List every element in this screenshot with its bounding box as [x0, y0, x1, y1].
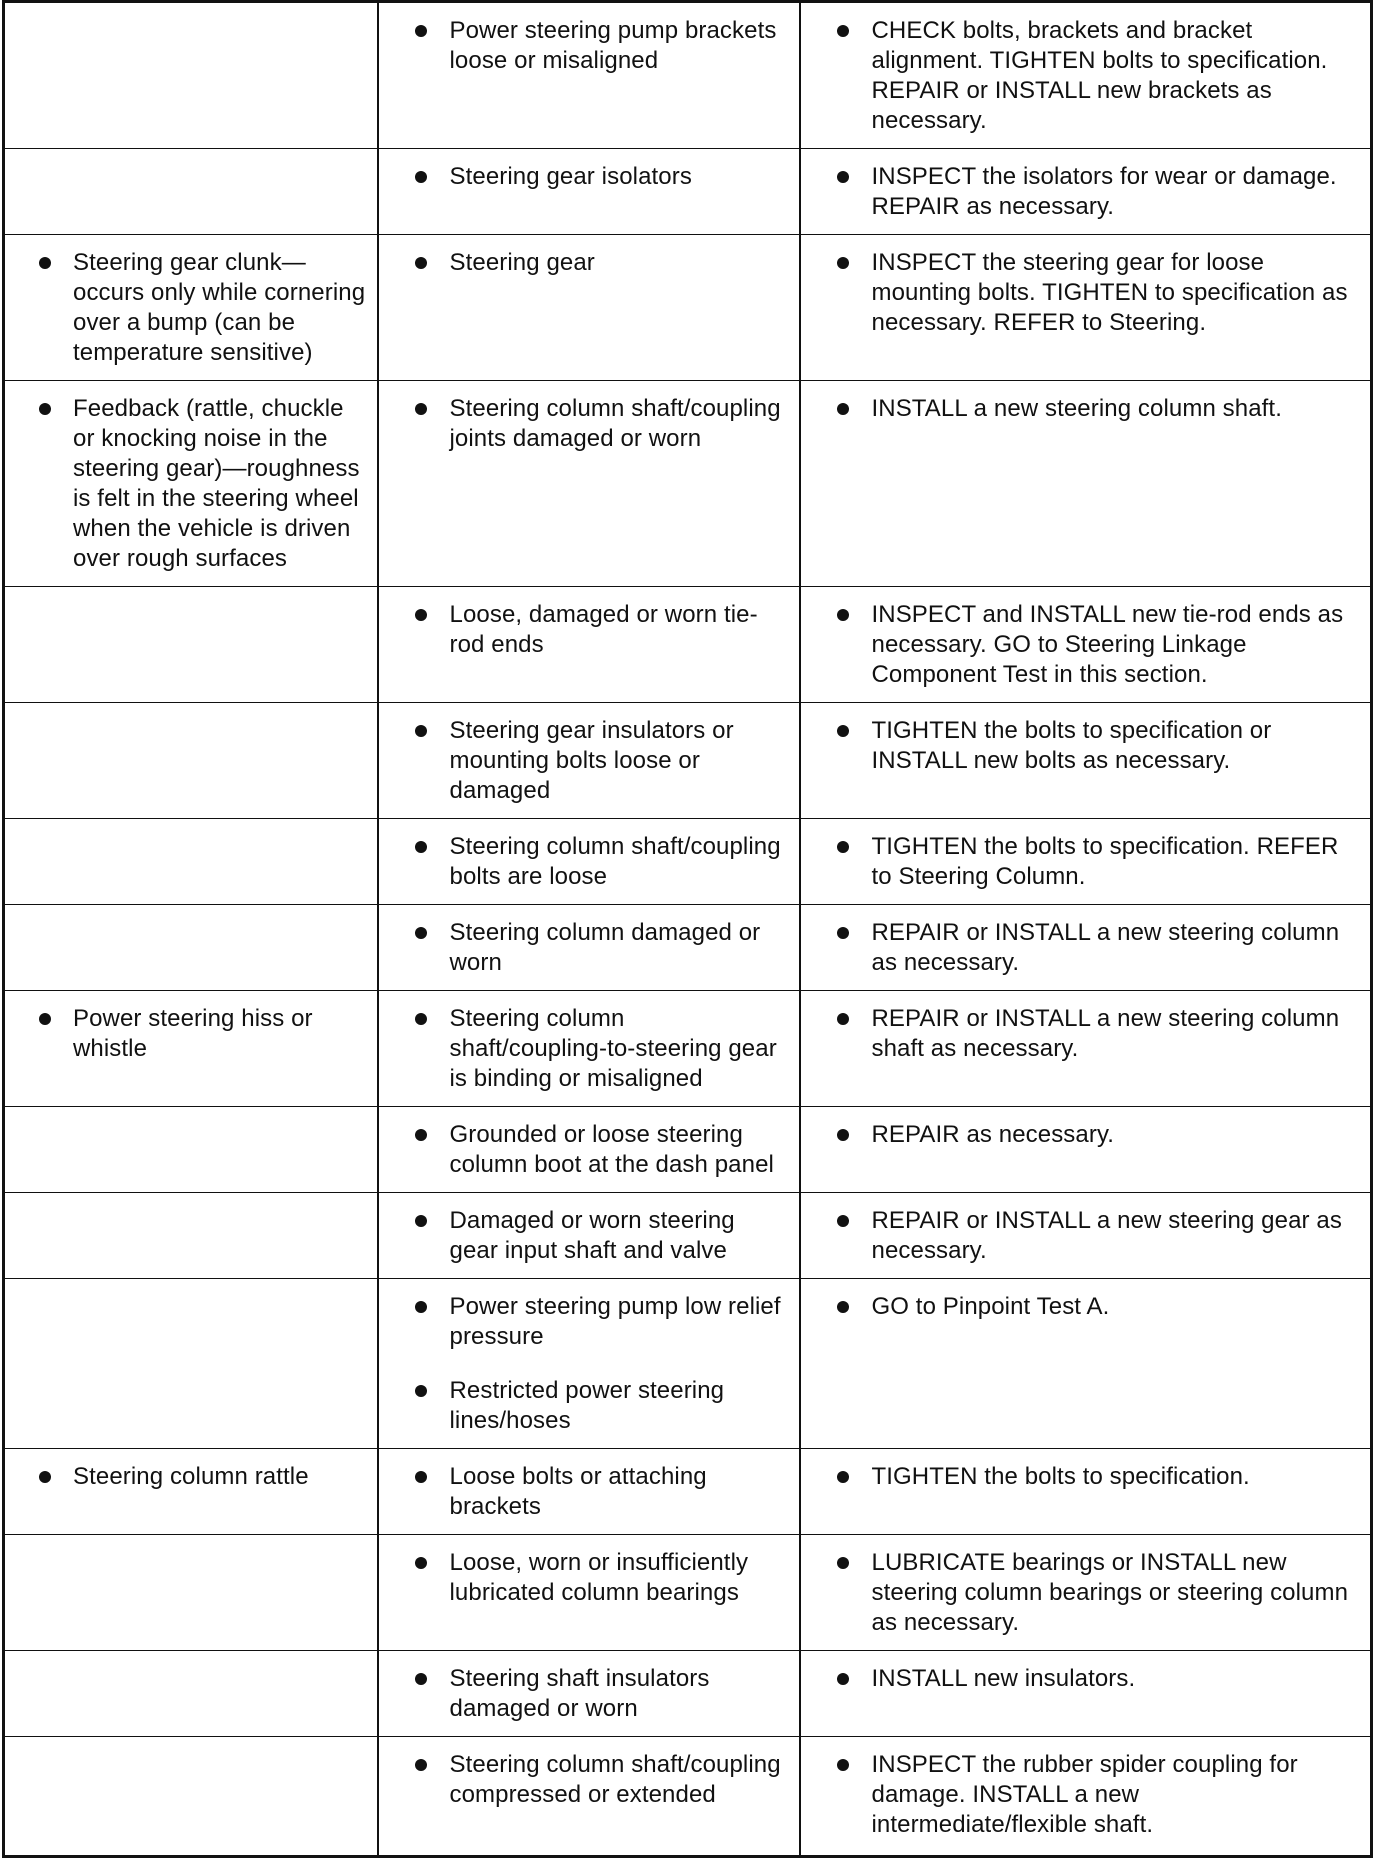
bullet-text: Steering gear clunk—occurs only while cornering over a bump (can be temperature sensitive)	[73, 249, 366, 366]
bullet-icon	[837, 257, 849, 269]
symptom-chart-table	[2, 0, 1373, 1858]
possible-source-cell	[378, 703, 800, 819]
bullet-text: CHECK bolts, brackets and bracket alignment. TIGHTEN bolts to specification. REPAIR or INSTALL new brackets as necessary.	[871, 17, 1328, 134]
bullet-item	[389, 1664, 789, 1724]
bullet-item	[811, 1462, 1361, 1492]
bullet-item	[389, 832, 789, 892]
bullet-text: REPAIR or INSTALL a new steering column shaft as necessary.	[871, 1005, 1340, 1062]
bullet-icon	[415, 1129, 427, 1141]
bullet-icon	[837, 1129, 849, 1141]
bullet-text: REPAIR or INSTALL a new steering column as necessary.	[871, 919, 1340, 976]
bullet-icon	[415, 257, 427, 269]
bullet-item	[389, 1292, 789, 1352]
bullet-text: Feedback (rattle, chuckle or knocking noise in the steering gear)—roughness is felt in the steering wheel when the vehicle is driven over rough surfaces	[73, 395, 360, 572]
table-row	[4, 1279, 1372, 1449]
bullet-text: Restricted power steering lines/hoses	[449, 1377, 725, 1434]
symptom-chart-body	[4, 2, 1372, 1857]
action-cell	[800, 1107, 1372, 1193]
table-row	[4, 1535, 1372, 1651]
bullet-item	[389, 16, 789, 76]
bullet-text: Loose, worn or insufficiently lubricated column bearings	[449, 1549, 749, 1606]
bullet-icon	[415, 1385, 427, 1397]
bullet-item	[389, 1376, 789, 1436]
condition-cell	[4, 1193, 378, 1279]
bullet-item	[389, 1120, 789, 1180]
bullet-item	[811, 1206, 1361, 1266]
bullet-item	[811, 918, 1361, 978]
table-row	[4, 1107, 1372, 1193]
bullet-item	[15, 1004, 367, 1064]
action-cell	[800, 1651, 1372, 1737]
bullet-text: LUBRICATE bearings or INSTALL new steering column bearings or steering column as necessary.	[871, 1549, 1349, 1636]
bullet-text: Damaged or worn steering gear input shaft and valve	[449, 1207, 735, 1264]
bullet-text: Power steering pump low relief pressure	[449, 1293, 781, 1350]
bullet-item	[389, 600, 789, 660]
bullet-icon	[837, 1759, 849, 1771]
bullet-text: INSPECT the isolators for wear or damage. REPAIR as necessary.	[871, 163, 1337, 220]
bullet-item	[15, 394, 367, 574]
action-cell	[800, 381, 1372, 587]
bullet-icon	[837, 171, 849, 183]
table-row	[4, 905, 1372, 991]
bullet-icon	[837, 1013, 849, 1025]
possible-source-cell	[378, 1107, 800, 1193]
bullet-item	[811, 1120, 1361, 1150]
condition-cell	[4, 1737, 378, 1857]
bullet-icon	[39, 403, 51, 415]
bullet-item	[811, 394, 1361, 424]
bullet-item	[811, 1548, 1361, 1638]
bullet-text: GO to Pinpoint Test A.	[871, 1293, 1110, 1320]
possible-source-cell	[378, 587, 800, 703]
bullet-item	[389, 1750, 789, 1810]
table-row	[4, 587, 1372, 703]
condition-cell	[4, 381, 378, 587]
bullet-text: Steering shaft insulators damaged or worn	[449, 1665, 710, 1722]
bullet-text: REPAIR as necessary.	[871, 1121, 1115, 1148]
bullet-text: INSPECT the steering gear for loose mounting bolts. TIGHTEN to specification as necessary. REFER to Steering.	[871, 249, 1348, 336]
bullet-item	[389, 1548, 789, 1608]
condition-cell	[4, 819, 378, 905]
bullet-icon	[39, 257, 51, 269]
bullet-item	[811, 600, 1361, 690]
action-cell	[800, 2, 1372, 149]
bullet-text: Power steering hiss or whistle	[73, 1005, 313, 1062]
bullet-text: INSPECT the rubber spider coupling for damage. INSTALL a new intermediate/flexible shaft.	[871, 1751, 1298, 1838]
possible-source-cell	[378, 905, 800, 991]
possible-source-cell	[378, 819, 800, 905]
action-cell	[800, 1737, 1372, 1857]
bullet-text: Steering column shaft/coupling joints damaged or worn	[449, 395, 781, 452]
table-row	[4, 2, 1372, 149]
bullet-icon	[415, 1759, 427, 1771]
condition-cell	[4, 587, 378, 703]
table-row	[4, 819, 1372, 905]
possible-source-cell	[378, 235, 800, 381]
possible-source-cell	[378, 1279, 800, 1449]
bullet-icon	[39, 1013, 51, 1025]
bullet-text: INSTALL new insulators.	[871, 1665, 1136, 1692]
action-cell	[800, 905, 1372, 991]
bullet-icon	[837, 1301, 849, 1313]
possible-source-cell	[378, 2, 800, 149]
bullet-text: Steering gear isolators	[449, 163, 692, 190]
condition-cell	[4, 235, 378, 381]
bullet-text: Loose, damaged or worn tie-rod ends	[449, 601, 758, 658]
bullet-item	[811, 832, 1361, 892]
action-cell	[800, 703, 1372, 819]
condition-cell	[4, 1535, 378, 1651]
table-row	[4, 149, 1372, 235]
condition-cell	[4, 1107, 378, 1193]
possible-source-cell	[378, 991, 800, 1107]
action-cell	[800, 149, 1372, 235]
bullet-text: INSTALL a new steering column shaft.	[871, 395, 1282, 422]
bullet-item	[811, 248, 1361, 338]
possible-source-cell	[378, 1193, 800, 1279]
bullet-text: Steering column shaft/coupling-to-steering gear is binding or misaligned	[449, 1005, 777, 1092]
bullet-item	[389, 918, 789, 978]
bullet-text: Steering column shaft/coupling compressed or extended	[449, 1751, 781, 1808]
table-row	[4, 1449, 1372, 1535]
action-cell	[800, 1535, 1372, 1651]
condition-cell	[4, 703, 378, 819]
action-cell	[800, 1449, 1372, 1535]
table-row	[4, 1651, 1372, 1737]
bullet-text: Steering column damaged or worn	[449, 919, 761, 976]
bullet-icon	[39, 1471, 51, 1483]
bullet-item	[389, 1206, 789, 1266]
bullet-text: Loose bolts or attaching brackets	[449, 1463, 707, 1520]
action-cell	[800, 587, 1372, 703]
bullet-item	[389, 394, 789, 454]
bullet-item	[15, 1462, 367, 1492]
bullet-icon	[415, 1215, 427, 1227]
possible-source-cell	[378, 1737, 800, 1857]
bullet-icon	[837, 1215, 849, 1227]
bullet-icon	[415, 1471, 427, 1483]
bullet-text: Steering column rattle	[73, 1463, 309, 1490]
condition-cell	[4, 2, 378, 149]
bullet-item	[389, 1004, 789, 1094]
bullet-icon	[415, 171, 427, 183]
bullet-item	[389, 162, 789, 192]
possible-source-cell	[378, 1449, 800, 1535]
bullet-icon	[415, 1301, 427, 1313]
bullet-icon	[837, 403, 849, 415]
table-row	[4, 703, 1372, 819]
bullet-item	[389, 1462, 789, 1522]
action-cell	[800, 819, 1372, 905]
bullet-text: Grounded or loose steering column boot at the dash panel	[449, 1121, 774, 1178]
bullet-icon	[837, 1557, 849, 1569]
bullet-text: Steering gear insulators or mounting bolts loose or damaged	[449, 717, 734, 804]
condition-cell	[4, 1279, 378, 1449]
bullet-text: Steering column shaft/coupling bolts are loose	[449, 833, 781, 890]
bullet-icon	[837, 609, 849, 621]
condition-cell	[4, 1651, 378, 1737]
bullet-icon	[837, 841, 849, 853]
condition-cell	[4, 905, 378, 991]
bullet-item	[811, 162, 1361, 222]
bullet-icon	[415, 1673, 427, 1685]
bullet-text: Power steering pump brackets loose or misaligned	[449, 17, 777, 74]
bullet-text: INSPECT and INSTALL new tie-rod ends as necessary. GO to Steering Linkage Component Test in this section.	[871, 601, 1344, 688]
bullet-text: Steering gear	[449, 249, 595, 276]
action-cell	[800, 235, 1372, 381]
possible-source-cell	[378, 381, 800, 587]
action-cell	[800, 991, 1372, 1107]
bullet-icon	[837, 1471, 849, 1483]
bullet-icon	[415, 725, 427, 737]
bullet-item	[811, 1004, 1361, 1064]
possible-source-cell	[378, 1651, 800, 1737]
bullet-icon	[415, 841, 427, 853]
bullet-icon	[415, 1013, 427, 1025]
bullet-icon	[837, 725, 849, 737]
table-row	[4, 381, 1372, 587]
bullet-item	[811, 16, 1361, 136]
action-cell	[800, 1279, 1372, 1449]
bullet-icon	[837, 927, 849, 939]
bullet-text: REPAIR or INSTALL a new steering gear as necessary.	[871, 1207, 1342, 1264]
bullet-item	[811, 716, 1361, 776]
bullet-text: TIGHTEN the bolts to specification or INSTALL new bolts as necessary.	[871, 717, 1272, 774]
bullet-item	[811, 1750, 1361, 1840]
table-row	[4, 235, 1372, 381]
condition-cell	[4, 1449, 378, 1535]
table-row	[4, 1737, 1372, 1857]
bullet-item	[389, 716, 789, 806]
bullet-item	[811, 1292, 1361, 1322]
bullet-item	[389, 248, 789, 278]
bullet-icon	[415, 403, 427, 415]
possible-source-cell	[378, 1535, 800, 1651]
table-row	[4, 1193, 1372, 1279]
action-cell	[800, 1193, 1372, 1279]
bullet-item	[811, 1664, 1361, 1694]
bullet-icon	[415, 1557, 427, 1569]
bullet-icon	[837, 25, 849, 37]
bullet-text: TIGHTEN the bolts to specification.	[871, 1463, 1250, 1490]
condition-cell	[4, 991, 378, 1107]
bullet-text: TIGHTEN the bolts to specification. REFER to Steering Column.	[871, 833, 1339, 890]
possible-source-cell	[378, 149, 800, 235]
bullet-icon	[415, 25, 427, 37]
bullet-item	[15, 248, 367, 368]
table-row	[4, 991, 1372, 1107]
bullet-icon	[837, 1673, 849, 1685]
bullet-icon	[415, 609, 427, 621]
condition-cell	[4, 149, 378, 235]
bullet-icon	[415, 927, 427, 939]
